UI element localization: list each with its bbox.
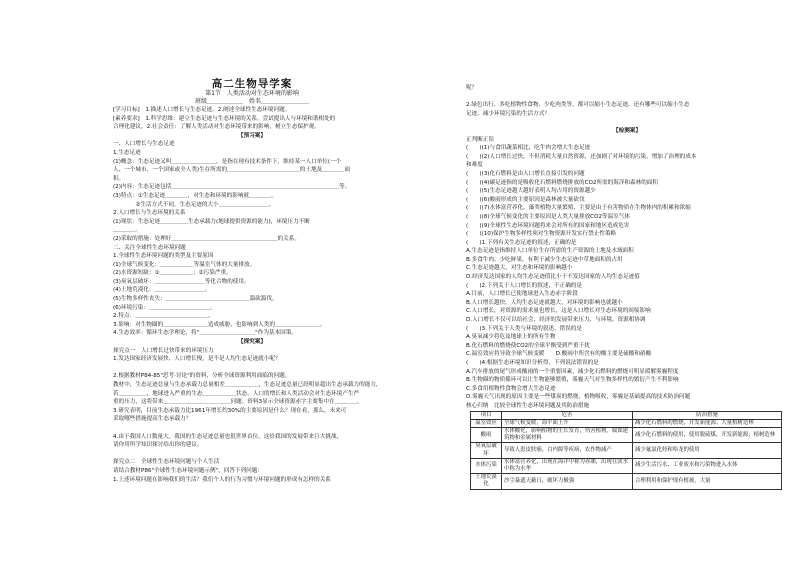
text-line: ( )(10)保护生物多样性须对生物资源开发实行禁止性策略 xyxy=(466,231,617,238)
text-line: B.生物圈的物质循环可以让生物能够繁殖，雾霾天气对生物多样性的繁衍产生不利影响 xyxy=(466,377,679,384)
text-line: ( )4.根据生态环境知识分析得，下列说法错误的是 xyxy=(466,360,599,366)
text-line: ( )(8)全球气候变化的主要原因是人类大量排放CO2等温室气体 xyxy=(466,213,631,220)
text-line: 和难度 xyxy=(466,162,483,169)
text-line: C.人口增长，对资源的需求量也增长，这是人口增长对生态环境的间接影响 xyxy=(466,308,651,315)
text-line: 【预习案】 xyxy=(238,132,266,139)
text-line: 采取哪些措施提高生态承载力？ xyxy=(113,416,192,423)
text-line: (5)生物多样性丧失：＿＿＿＿＿＿＿＿＿＿＿＿＿＿＿滥砍滥伐。 xyxy=(113,296,278,303)
text-line: C.生态足迹越大，对生态和环境的影响越小 xyxy=(466,265,573,272)
text-line: 1.全球性生态环境问题的类型及主要原因 xyxy=(113,253,214,260)
table-cell: 减少化石燃料的使用，使用脱硫煤，开发新能源；植树造林 xyxy=(633,427,782,442)
table-cell: 导致人患皮肤癌、白内障等疾病，农作物减产 xyxy=(502,443,633,458)
table-row xyxy=(471,419,782,427)
text-line: ( )(1)与食用蔬菜相比，吃牛肉会增大生态足迹 xyxy=(466,145,591,152)
table-header-cell: 项目 xyxy=(471,411,502,419)
text-line: [素养要求] 1.科学思维：建立生态足迹与生态环境的关系，尝试提出人与环境和谐相处的 xyxy=(113,115,336,122)
text-line: ( )3.下列关于人类与环境的叙述，错误的是 xyxy=(466,325,582,332)
text-line: 呢？ xyxy=(466,85,478,91)
text-line: 2.特点：＿＿＿＿＿＿＿＿＿＿＿＿＿。 xyxy=(113,313,214,320)
text-line: ( )(9)全球性生态环境问题将来会对所有的国家和地区造成危害 xyxy=(466,222,630,229)
table-header-row xyxy=(471,411,782,419)
class-name-line: 班级＿＿＿＿＿＿ 姓名＿＿＿＿＿＿＿＿ xyxy=(194,98,309,105)
text-line: D.雾霾天气出现的原因主要是一些煤炭的燃烧，植物吸收，雾霾是基础提高的技术防治问题 xyxy=(466,394,691,401)
text-line: (3)特点：①生态足迹＿＿＿＿，对生态和环境的影响就＿＿＿＿。 xyxy=(113,192,277,199)
text-line: (2)内容：生态足迹包括＿＿＿＿＿＿＿＿＿＿＿＿＿＿＿＿＿＿＿＿＿＿＿＿＿＿＿＿＿＿等。 xyxy=(113,184,351,191)
text-line: (4)土地荒漠化：＿＿＿＿＿＿＿＿＿。 xyxy=(113,287,211,294)
text-line: [学习目标] 1.描述人口增长与生态足迹。2.阐述全球性生态环境问题。 xyxy=(113,107,291,113)
text-line: ②生活方式不同，生态足迹的大小＿＿＿＿＿＿＿＿＿。 xyxy=(113,201,275,208)
text-line: (1)全球气候变化：＿＿＿＿＿＿等温室气体的大量排放。 xyxy=(113,261,256,268)
text-line: A.汽车排放的尾气形成酸雨的一个重要因素，减少化石燃料的燃烧可明显缓解雾霾程度 xyxy=(466,368,679,375)
text-line xyxy=(466,93,788,102)
text-line: C.温室效应将导致全球气候变暖 D.酸雨中所含有的酸主要是硫酸和硝酸 xyxy=(466,351,652,358)
text-line: 【检测案】 xyxy=(613,127,641,134)
text-line: 重的压力，这将带来＿＿＿＿＿＿＿＿＿＿＿＿问题。资料3显示全球资源赤字主要集中在＿＿＿＿。 xyxy=(113,399,363,406)
table-cell: 减少生活污水、工业废水和污染物进入水体 xyxy=(633,458,782,473)
table-cell: 沙尘暴遮天蔽日，破坏力极强 xyxy=(502,474,633,489)
table-row xyxy=(471,474,782,489)
text-line: 探究点二 全球性生态环境问题与个人生活 xyxy=(113,459,220,466)
table-cell: 减少氟氯化烃和哈龙的使用 xyxy=(633,443,782,458)
table-row xyxy=(471,458,782,473)
table-cell: 水体酸化，影响植物的生长发育，伤害植物，腐蚀建筑物和金属材料 xyxy=(502,427,633,442)
text-line xyxy=(113,450,391,459)
left-column xyxy=(113,0,391,484)
text-line: 二、关注全球性生态环境问题 xyxy=(113,244,186,251)
text-line: 正判断正误 xyxy=(466,136,494,143)
text-line: 2.人口增长与生态环境的关系 xyxy=(113,210,186,217)
table-cell: 酸雨 xyxy=(471,427,502,442)
text-line: 2.绿色出行、多吃植物性食物、少吃肉类等，都可以缩小生态足迹，还有哪些可以缩小生态 xyxy=(466,102,690,109)
text-line: 足迹、减少环境污染的生活方式？ xyxy=(466,110,550,117)
text-line: ( )1.下列有关生态足迹的叙述，正确的是 xyxy=(466,239,577,246)
text-line: (6)环境污染：＿＿＿＿＿＿＿＿＿＿＿。 xyxy=(113,304,217,311)
table-header-cell: 防治措施 xyxy=(633,411,782,419)
text-line: 请结合教材P86"全球性生态环境问题示例"，回答下列问题： xyxy=(113,467,263,474)
text-line: A.目前，人口增长已使地球进入生态赤字阶段 xyxy=(466,291,578,298)
text-line: 教材中，生态足迹总量与生态承载力总量相差＿＿＿＿＿＿，生态足迹总量已经明显超出生态承载力的能力， xyxy=(113,382,382,388)
text-line: ( )(6)酸雨形成的主要原因是森林被大量砍伐 xyxy=(466,196,585,203)
table-cell: 全球气候变暖，海平面上升 xyxy=(502,419,633,427)
summary-table xyxy=(470,411,782,490)
text-line: 人、一个城市、一个国家或全人类)生存所需的＿＿＿＿＿＿＿＿＿＿＿＿＿的土地及＿＿＿＿面 xyxy=(113,167,351,174)
text-line: ＿＿＿＿。 xyxy=(113,227,141,234)
text-line: B.多食牛肉、少吃鲜果，有利于减少生态足迹中草地面积的占用 xyxy=(466,256,623,263)
text-line: A.生态足迹是指维持人口单位生存所需的生产资源的土地及水域面积 xyxy=(466,248,634,255)
text-line xyxy=(113,364,391,373)
text-line: 1.上述环境问题在影响我们的生活？我们个人的行为习惯与环境问题的形成有怎样的关系 xyxy=(113,476,331,483)
text-line: 4.由于我国人口数量大，我国的生态足迹总量也很世界首位，这给我国的发展带来巨大挑战， xyxy=(113,433,343,440)
text-line: 3.影响：对生物圈的＿＿＿＿＿＿＿＿造成威胁，也影响到人类的＿＿＿＿＿＿＿＿。 xyxy=(113,321,326,328)
text-line: B.化石燃料的燃烧使CO2的全球平衡受到严重干扰 xyxy=(466,342,590,349)
text-line: ( )(4)碳足迹指的是吸收化石燃料燃烧排放的CO2所需的海洋和森林的面积 xyxy=(466,179,658,186)
text-line: ( )(7)水体富营养化、藻类植物大量繁殖，主要是由于有害物质在生物体内的积累和浓缩 xyxy=(466,205,691,212)
text-line: 【探究案】 xyxy=(238,339,266,346)
table-cell: 土地荒漠化 xyxy=(471,474,502,489)
text-line: ( )(3)化石燃料是由人口增长直接引发的问题 xyxy=(466,170,585,177)
table-caption: 核心归纳 比较全球性生态环境问题及其防治措施 xyxy=(466,402,590,409)
text-line: 1.发达国家经济发展快、人口增长慢，是不是人均生态足迹就小呢？ xyxy=(113,356,281,363)
text-line: 请你用所学知识探讨给出你的建议。 xyxy=(113,442,203,449)
table-cell: 温室效应 xyxy=(471,419,502,427)
text-line: A.臭氧减少将危及地球上的所有生物 xyxy=(466,334,556,341)
text-line: 4.生态效率：循环生态学理论，将"＿＿＿＿＿＿＿＿＿＿"作为基本国策。 xyxy=(113,330,297,337)
table-cell: 水体污染 xyxy=(471,458,502,473)
table-row xyxy=(471,443,782,458)
text-line: D.人口增长不仅可以给社会、经济的发展带来压力，与环境、资源相协调 xyxy=(466,317,646,324)
table-cell: 臭氧层破坏 xyxy=(471,443,502,458)
table-cell: 水体富营养化，出现在海洋中称为赤潮，出现在淡水中称为水华 xyxy=(502,458,633,473)
text-line: 合理化建议。2.社会责任：了解人类活动对生态环境带来的影响，树立生态保护观。 xyxy=(113,124,320,131)
text-line xyxy=(113,424,391,433)
table-row xyxy=(471,427,782,442)
text-line: 2.根据教材P84-85"思考·讨论"的资料，分析全球资源利用面临的问题。 xyxy=(113,373,291,380)
text-line: 一、人口增长与生态足迹 xyxy=(113,141,175,148)
table-cell: 减少化石燃料的燃烧，开发新能源；大量植树造林 xyxy=(633,419,782,427)
text-line xyxy=(466,118,788,127)
page-title: 高二生物导学案 xyxy=(211,78,293,90)
text-line: 积。 xyxy=(113,175,125,182)
text-line: C.多食用植物性食物会增大生态足迹 xyxy=(466,385,556,392)
text-line: ( )(2)人口增长过快，不但消耗大量自然资源，还加剧了对环境的污染，增加了治理的成本 xyxy=(466,153,697,160)
text-line: 3.研究表明，目前生态承载力比1961年增长约30%的主要原因是什么？现在看，那么，未来可 xyxy=(113,407,347,414)
text-line: (1)现状：生态足迹＿＿＿＿＿生态承载力(地球提供资源的能力)，环境压力不断 xyxy=(113,218,310,225)
left-text-body xyxy=(113,106,391,484)
table-header-cell: 危害 xyxy=(502,411,633,419)
right-column xyxy=(466,0,788,490)
text-line: (2)采取的措施：处理好＿＿＿＿＿＿＿＿＿＿＿＿＿＿＿＿＿＿＿的关系。 xyxy=(113,235,300,242)
text-line: D.经济发达国家的人均生态足迹值比小于不发达国家的人均生态足迹值 xyxy=(466,274,640,281)
text-line: B.人口增长越快，人均生态足迹就越大，对环境的影响也就越小 xyxy=(466,299,623,306)
text-line: (3)臭氧层破坏：＿＿＿＿＿＿＿＿＿等化合物的使用。 xyxy=(113,278,250,285)
text-line: (2)水资源短缺：①＿＿＿＿＿＿；②污染严重。 xyxy=(113,270,232,277)
text-line: 1.生态足迹 xyxy=(113,149,141,156)
text-line: ( )2.下列关于人口增长的叙述，不正确的是 xyxy=(466,282,582,289)
text-line: ( )(5)生态足迹越大越好表明人均占用的资源越少 xyxy=(466,188,596,195)
right-text-body xyxy=(466,84,788,402)
text-line: (1)概念：生态足迹又叫＿＿＿＿＿＿＿＿，是指在现有技术条件下，维持某一人口单位(一个 xyxy=(113,158,342,165)
text-line: 探究点一 人口增长过快带来的环境压力 xyxy=(113,347,214,354)
lesson-subtitle: 第1节 人类活动对生态环境的影响 xyxy=(205,90,299,97)
text-line: 若＿＿＿＿＿，地球进入严重的生态＿＿＿＿＿＿状态。人口的增长和人类活动会对生态环境产生严 xyxy=(113,390,360,397)
table-cell: 合理利用和保护现有植被，大量 xyxy=(633,474,782,489)
